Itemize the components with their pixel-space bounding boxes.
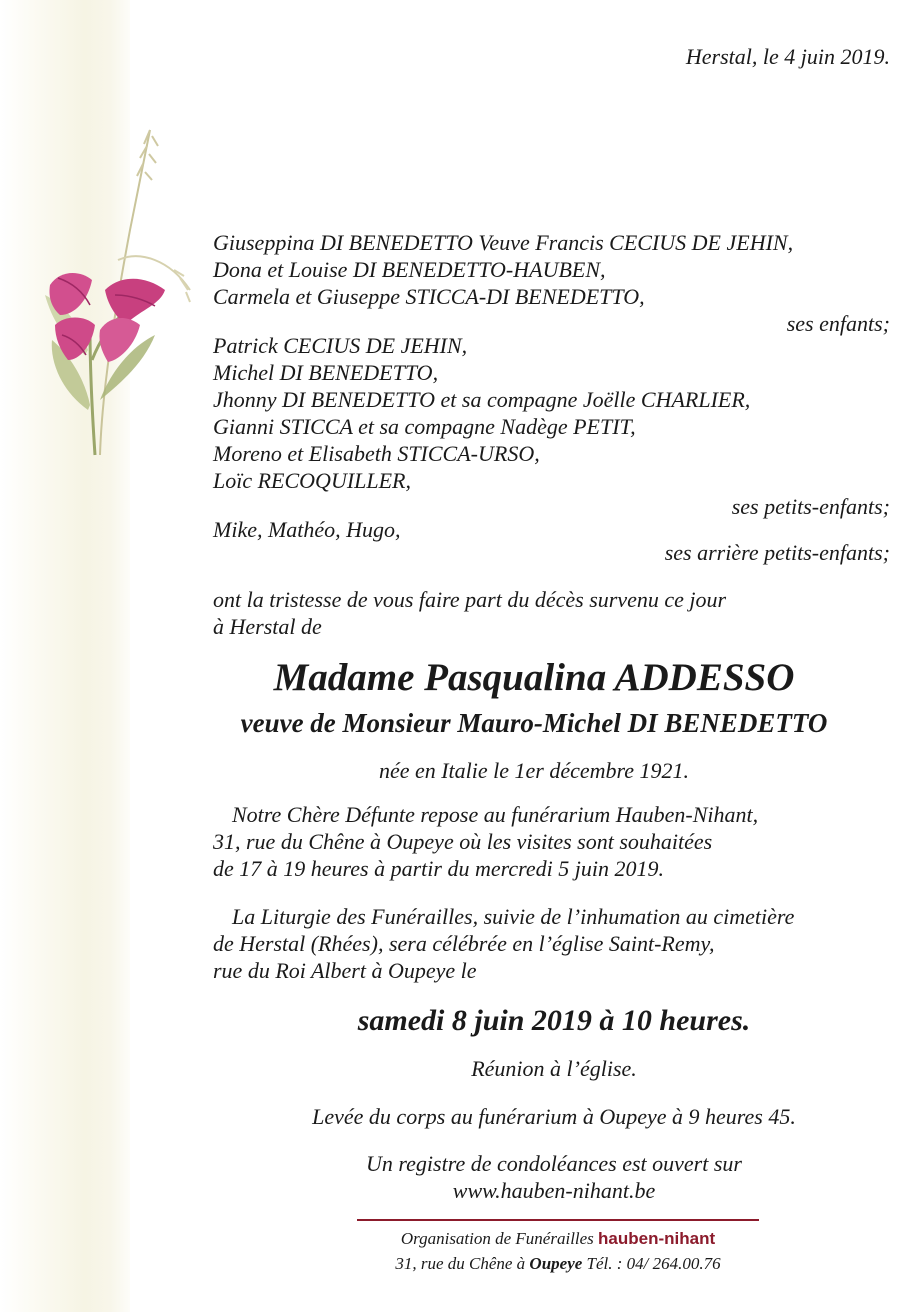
- grandchild-line-5: Moreno et Elisabeth STICCA-URSO,: [213, 441, 540, 466]
- children-label: ses enfants;: [786, 311, 890, 336]
- condolences-website: www.hauben-nihant.be: [452, 1178, 656, 1203]
- grandchild-line-1: Patrick CECIUS DE JEHIN,: [213, 333, 468, 358]
- viewing-line-2: 31, rue du Chêne à Oupeye où les visites sont souhaitées: [213, 829, 713, 854]
- ceremony-date: samedi 8 juin 2019 à 10 heures.: [357, 1004, 751, 1037]
- viewing-line-3: de 17 à 19 heures à partir du mercredi 5 juin 2019.: [213, 856, 664, 881]
- birth-info: née en Italie le 1er décembre 1921.: [378, 758, 690, 783]
- condolences-line: Un registre de condoléances est ouvert sur: [366, 1151, 742, 1176]
- announcement-line-1: ont la tristesse de vous faire part du décès survenu ce jour: [213, 587, 727, 612]
- footer-organisation: [357, 1229, 759, 1249]
- grandchild-line-3: Jhonny DI BENEDETTO et sa compagne Joëlle CHARLIER,: [213, 387, 751, 412]
- liturgy-line-1: La Liturgie des Funérailles, suivie de l’inhumation au cimetière: [232, 904, 795, 929]
- announcement-line-2: à Herstal de: [213, 614, 322, 639]
- widow-of: veuve de Monsieur Mauro-Michel DI BENEDETTO: [240, 708, 828, 738]
- departure-note: Levée du corps au funérarium à Oupeye à 9 heures 45.: [312, 1104, 796, 1129]
- footer-address-prefix: 31, rue du Chêne à: [395, 1254, 526, 1273]
- lily-flower-illustration: [30, 110, 200, 470]
- grandchild-line-4: Gianni STICCA et sa compagne Nadège PETIT,: [213, 414, 636, 439]
- great-grandchildren-line: Mike, Mathéo, Hugo,: [213, 517, 401, 542]
- children-line-2: Dona et Louise DI BENEDETTO-HAUBEN,: [213, 257, 606, 282]
- place-date: Herstal, le 4 juin 2019.: [685, 44, 890, 69]
- deceased-name: Madame Pasqualina ADDESSO: [273, 656, 795, 699]
- brand-logo-text: hauben-nihant: [598, 1229, 716, 1248]
- children-line-1: Giuseppina DI BENEDETTO Veuve Francis CECIUS DE JEHIN,: [213, 230, 794, 255]
- grandchildren-label: ses petits-enfants;: [731, 494, 890, 519]
- liturgy-line-2: de Herstal (Rhées), sera célébrée en l’église Saint-Remy,: [213, 931, 715, 956]
- viewing-line-1: Notre Chère Défunte repose au funérarium Hauben-Nihant,: [232, 802, 759, 827]
- footer-address: [357, 1254, 759, 1274]
- grandchild-line-6: Loïc RECOQUILLER,: [213, 468, 411, 493]
- footer-divider: [357, 1219, 759, 1221]
- footer-phone: Tél. : 04/ 264.00.76: [586, 1254, 721, 1273]
- meeting-note: Réunion à l’église.: [471, 1056, 637, 1081]
- grandchild-line-2: Michel DI BENEDETTO,: [213, 360, 439, 385]
- children-line-3: Carmela et Giuseppe STICCA-DI BENEDETTO,: [213, 284, 645, 309]
- liturgy-line-3: rue du Roi Albert à Oupeye le: [213, 958, 477, 983]
- great-grandchildren-label: ses arrière petits-enfants;: [664, 540, 890, 565]
- footer-org-prefix: Organisation de Funérailles: [400, 1229, 594, 1248]
- footer-town: Oupeye: [529, 1254, 583, 1273]
